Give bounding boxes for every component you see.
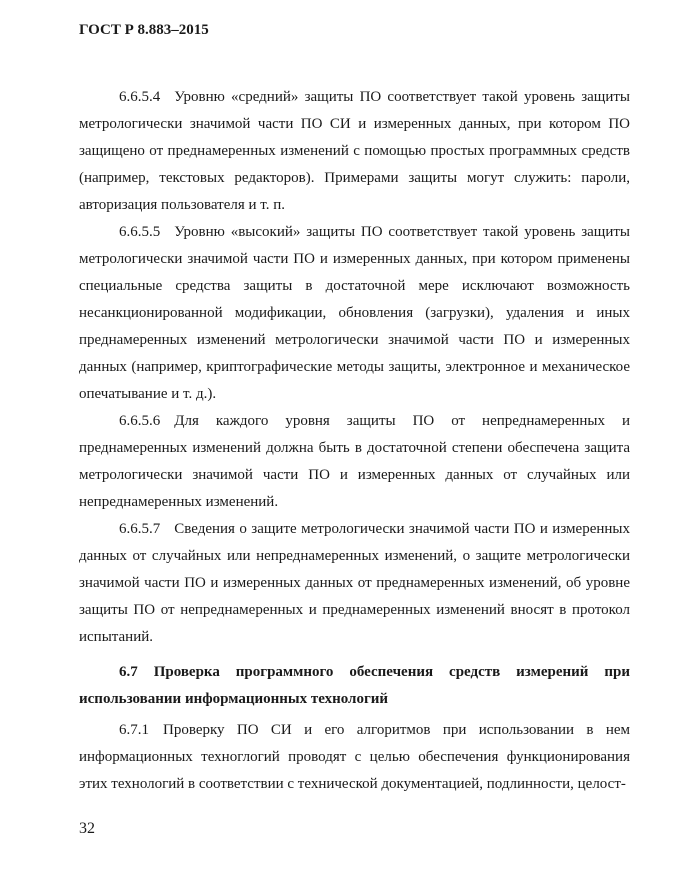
clause-number: 6.6.5.4 (119, 89, 161, 105)
section-heading-6-7: 6.7 Проверка программного обеспечения средств измерений при использовании информационных технологий (79, 664, 630, 707)
paragraph-6-6-5-7 (79, 516, 630, 651)
clause-text: Уровню «средний» защиты ПО соответствует такой уровень защиты метрологически значимой части ПО СИ и измеренных данных, при котором ПО защищено от преднамеренных изменений с помощью простых программных средств (например, текстовых редакторов). Примерами защиты могут служить: пароли, авторизация пользователя и т. п. (79, 89, 630, 213)
paragraph-6-6-5-6 (79, 408, 630, 516)
paragraph-6-7-1 (79, 717, 630, 798)
page-number: 32 (79, 820, 95, 837)
clause-text: Уровню «высокий» защиты ПО соответствует такой уровень защиты метрологически значимой части ПО и измеренных данных, при котором применены специальные средства защиты в достаточной мере исключают возможность несанкционированной модификации, обновления (загрузки), удаления и иных преднамеренных изменений метрологически значимой части ПО и измеренных данных (например, криптографические методы защиты, электронное и механическое опечатывание и т. д.). (79, 224, 630, 402)
clause-number: 6.6.5.6 (119, 413, 161, 429)
paragraph-6-6-5-4 (79, 84, 630, 219)
document-header: ГОСТ Р 8.883–2015 (79, 22, 209, 38)
clause-number: 6.6.5.7 (119, 521, 161, 537)
clause-text: Проверку ПО СИ и его алгоритмов при использовании в нем информационных техноглогий проводят с целью обеспечения функционирования этих технологий в соответствии с технической документацией, подлинности, целост- (79, 722, 630, 792)
clause-number: 6.6.5.5 (119, 224, 161, 240)
document-body (79, 84, 630, 798)
clause-text: Сведения о защите метрологически значимой части ПО и измеренных данных от случайных или непреднамеренных изменений, о защите метрологически значимой части ПО и измеренных данных от преднамеренных изменений, об уровне защиты ПО от непреднамеренных и преднамеренных изменений вносят в протокол испытаний. (79, 521, 630, 645)
clause-text: Для каждого уровня защиты ПО от непреднамеренных и преднамеренных изменений должна быть в достаточной степени обеспечена защита метрологически значимой части ПО и измеренных данных от случайных или непреднамеренных изменений. (79, 413, 630, 510)
clause-number: 6.7.1 (119, 722, 149, 738)
paragraph-6-6-5-5 (79, 219, 630, 408)
